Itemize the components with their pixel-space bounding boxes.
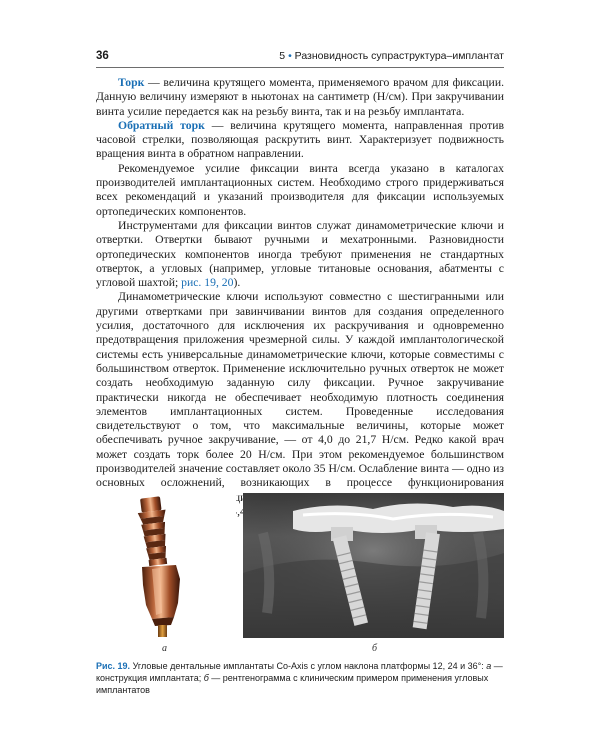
term-reverse-tork: Обратный торк — [118, 118, 205, 132]
paragraph-text: — величина крутящего момента, применяемого врачом для фиксации. Данную величину измеряют в ньютонах на сантиметр (Н/см). При закручивании винта усилие передается как на резьбу винта, так и на резьбу имплантата. — [96, 76, 504, 118]
paragraph-reverse-tork — [96, 119, 504, 162]
body-text — [96, 76, 504, 519]
paragraph-instruments — [96, 219, 504, 290]
paragraph-text: Динамометрические ключи используют совместно с шестигранными или другими отвертками при завинчивании винтов для создания определенного усилия, достаточного для исключения их раскручивания и одновременно предотвращения приложения чрезмерной силы. У каждой имплантологической системы есть универсальные динамометрические ключи, которые совместимы с большинством отверток. Применение исключительно ручных отверток не может создать необходимую заданную силу фиксации. Ручное закручивание практически никогда не обеспечивает необходимую плотность соединения элементов имплантационных систем. Проведенные исследования свидетельствуют о том, что максимальные величины, которые может обеспечивать ручное закручивание, — от 4,0 до 21,7 Н/см. Редко какой врач может создать торк более 20 Н/см. При этом рекомендуемое большинством производителей значение составляет около 35 Н/см. Ослабление винта — одно из основных осложнений, возникающих в процессе функционирования 24,4% — [96, 290, 504, 518]
chapter-number: 5 — [279, 50, 286, 62]
term-tork: Торк — [118, 76, 145, 89]
caption-label: Рис. 19. — [96, 661, 131, 671]
caption-text: — рентгенограмма с клиническим примером применения угловых имплантатов — [96, 673, 489, 695]
caption-label-b: б — [203, 673, 209, 683]
caption-label-a: а — [486, 661, 492, 671]
paragraph-text-tail: ). — [233, 276, 241, 290]
paragraph-tork — [96, 76, 504, 119]
header-rule — [96, 67, 504, 68]
paragraph-torque-wrenches — [96, 290, 504, 519]
paragraph-text: Инструментами для фиксации винтов служат динамометрические ключи и отвертки. Отвертки бывают ручными и мехатронными. Разновидности ортопедических компонентов иногда требуют применения не стандартных отверток, а угловых (например, угловые титановые основания, абатменты с угловой шахтой; — [96, 218, 504, 290]
figure-reference-link[interactable]: рис. 19, 20 — [181, 276, 234, 290]
paragraph-text: — величина крутящего момента, направленная против часовой стрелки, позволяющая раскрутить винт. Характеризует подвижность вращения винта в обратном направлении. — [96, 118, 504, 161]
figure-caption — [96, 660, 504, 696]
chapter-title-text: Разновидность супраструктура–имплантат — [294, 50, 504, 62]
chapter-title — [279, 50, 504, 62]
implant-photo — [96, 493, 236, 641]
running-header — [96, 50, 504, 66]
subfigure-label-a: а — [162, 643, 167, 654]
caption-text: Угловые дентальные имплантаты Co-Axis с углом наклона платформы 12, 24 и 36°: — [130, 661, 487, 671]
caption-text: — конструкция имплантата; — [96, 661, 503, 683]
paragraph-text: Рекомендуемое усилие фиксации винта всегда указано в каталогах производителей имплантационных систем. Необходимо строго придерживаться всех рекомендаций и указаний производителя для фиксации используемых ортопедических компонентов. — [96, 161, 504, 218]
paragraph-recommended-force — [96, 162, 504, 219]
xray-image — [243, 493, 504, 638]
figure-19 — [96, 493, 504, 653]
page-number: 36 — [96, 50, 109, 62]
chapter-bullet: • — [288, 50, 292, 62]
subfigure-label-b: б — [372, 643, 378, 654]
